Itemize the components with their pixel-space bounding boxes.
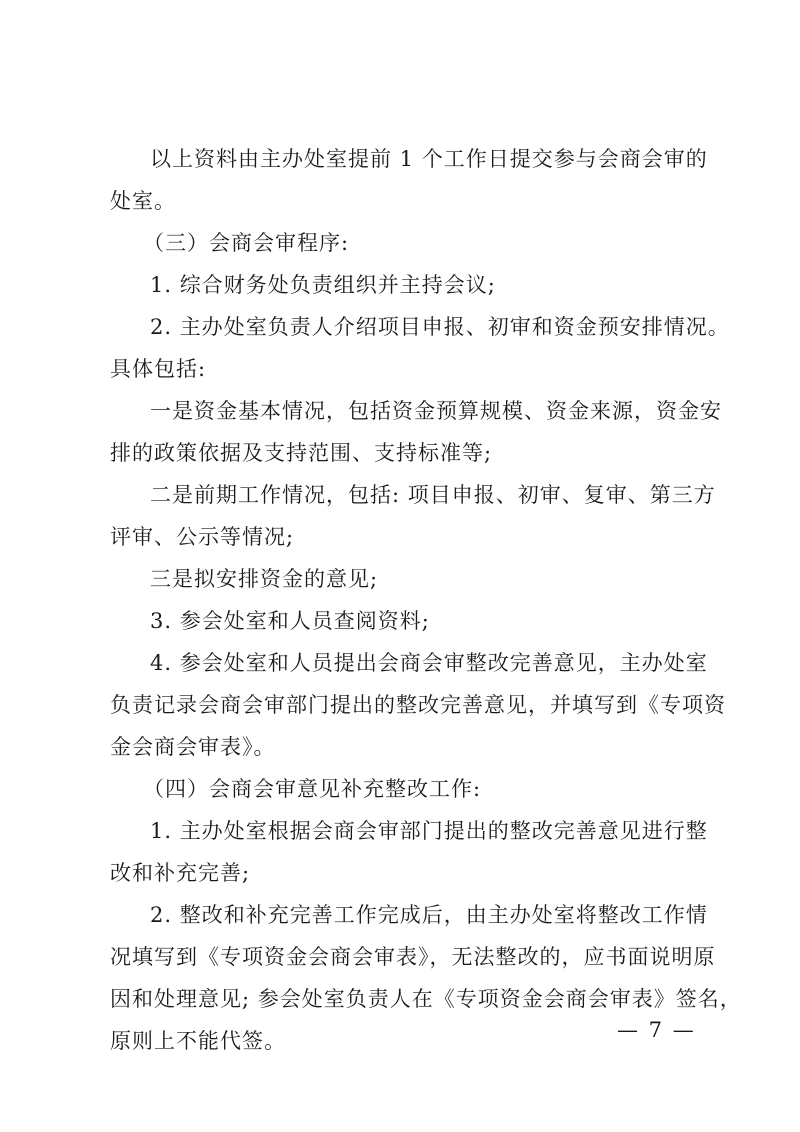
text-line-9: 二是前期工作情况，包括: 项目申报、初审、复审、第三方 (150, 483, 716, 507)
page-number: — 7 — (617, 1018, 696, 1042)
text-line-12: 3. 参会处室和人员查阅资料; (150, 609, 430, 633)
text-line-6: 具体包括: (110, 357, 207, 381)
text-line-15: 金会商会审表》。 (110, 735, 276, 759)
text-line-20: 况填写到《专项资金会商会审表》，无法整改的，应书面说明原 (110, 945, 716, 969)
text-line-1: 以上资料由主办处室提前 1 个工作日提交参与会商会审的 (150, 147, 708, 171)
text-line-4: 1. 综合财务处负责组织并主持会议; (150, 273, 496, 297)
text-line-17: 1. 主办处室根据会商会审部门提出的整改完善意见进行整 (150, 819, 708, 843)
text-line-21: 因和处理意见; 参会处室负责人在《专项资金会商会审表》签名， (110, 987, 742, 1011)
section-heading-3: （三）会商会审程序: (143, 231, 350, 255)
text-line-18: 改和补充完善; (110, 861, 251, 885)
text-line-11: 三是拟安排资金的意见; (150, 567, 379, 591)
text-line-22: 原则上不能代签。 (110, 1029, 286, 1053)
text-line-19: 2. 整改和补充完善工作完成后，由主办处室将整改工作情 (150, 903, 708, 927)
text-line-14: 负责记录会商会审部门提出的整改完善意见，并填写到《专项资 (110, 693, 726, 717)
section-heading-16: （四）会商会审意见补充整改工作: (143, 777, 482, 801)
text-line-10: 评审、公示等情况; (110, 525, 295, 549)
text-line-8: 排的政策依据及支持范围、支持标准等; (110, 441, 493, 465)
text-line-13: 4. 参会处室和人员提出会商会审整改完善意见，主办处室 (150, 651, 708, 675)
text-line-5: 2. 主办处室负责人介绍项目申报、初审和资金预安排情况。 (150, 315, 730, 339)
text-line-2: 处室。 (110, 189, 176, 213)
text-line-7: 一是资金基本情况，包括资金预算规模、资金来源，资金安 (150, 399, 722, 423)
